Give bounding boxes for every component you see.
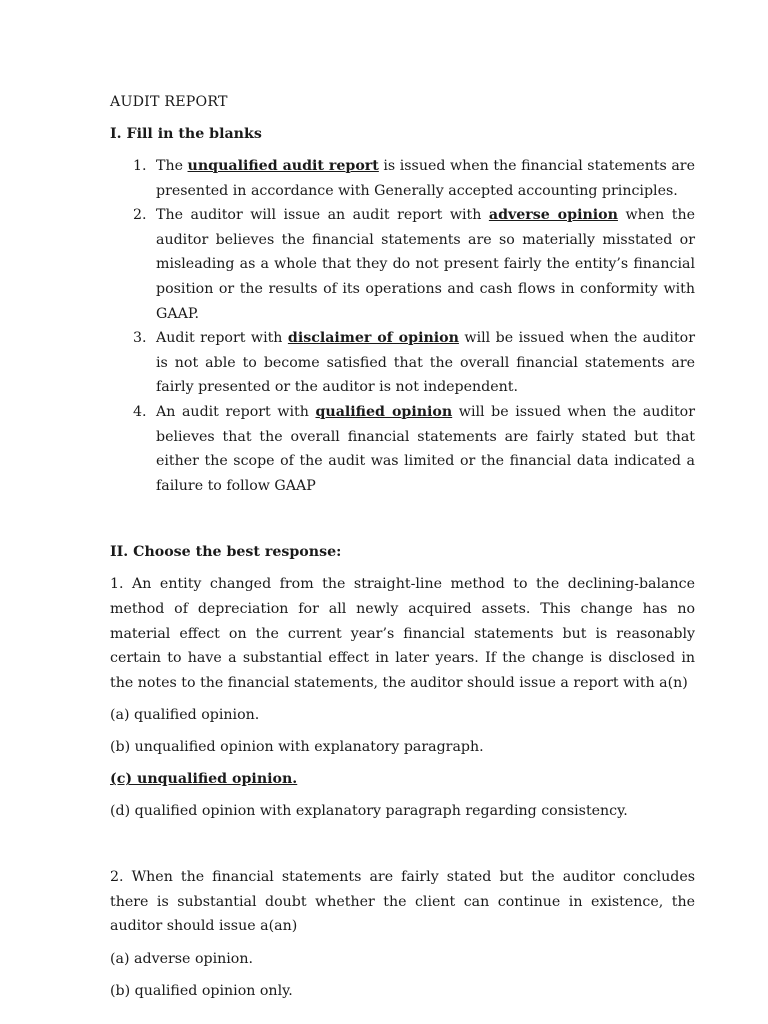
question-1-option-a: (a) qualified opinion.	[110, 707, 260, 724]
list-item	[133, 154, 695, 203]
item-text: is issued when the financial statements are presented in accordance with Generally accepted accounting principles.	[156, 158, 695, 199]
item-number: 2.	[133, 207, 147, 224]
item-number: 3.	[133, 330, 147, 347]
question-2-option-b: (b) qualified opinion only.	[110, 983, 293, 1000]
question-2-text: 2. When the financial statements are fairly stated but the auditor concludes there is substantial doubt whether the client can continue in existence, the auditor should issue a(an)	[110, 869, 695, 935]
answer-text: qualified opinion	[315, 403, 453, 420]
item-number: 4.	[133, 403, 147, 420]
item-text: The auditor will issue an audit report with	[156, 207, 489, 224]
question-1-option-d: (d) qualified opinion with explanatory paragraph regarding consistency.	[110, 803, 628, 820]
fill-in-blanks-list	[110, 154, 695, 498]
answer-text: adverse opinion	[488, 207, 618, 224]
item-text: when the auditor believes the financial statements are so materially misstated or misleading as a whole that they do not present fairly the entity’s financial position or the results of its operations and cash flows in conformity with GAAP.	[156, 207, 695, 322]
answer-text: unqualified audit report	[187, 158, 379, 174]
item-text: An audit report with	[156, 403, 316, 420]
item-text: The	[156, 158, 188, 174]
section-1-heading: I. Fill in the blanks	[110, 126, 262, 142]
item-text: will be issued when the auditor is not able to become satisfied that the overall financial statements are fairly presented or the auditor is not independent.	[156, 330, 695, 396]
question-1-text: 1. An entity changed from the straight-line method to the declining-balance method of depreciation for all newly acquired assets. This change has no material effect on the current year’s financial statements but is reasonably certain to have a substantial effect in later years. If the change is disclosed in the notes to the financial statements, the auditor should issue a report with a(n)	[110, 576, 695, 691]
list-item	[133, 203, 695, 326]
answer-text: disclaimer of opinion	[287, 330, 459, 347]
question-2-option-a: (a) adverse opinion.	[110, 951, 253, 968]
item-text: will be issued when the auditor believes that the overall financial statements are fairly stated but that either the scope of the audit was limited or the financial data indicated a failure to follow GAAP	[156, 403, 695, 494]
item-number: 1.	[133, 158, 147, 174]
item-text: Audit report with	[156, 330, 288, 347]
question-1-option-c-correct: (c) unqualified opinion.	[110, 771, 298, 788]
question-1-option-b: (b) unqualified opinion with explanatory paragraph.	[110, 739, 484, 756]
document-title: AUDIT REPORT	[110, 94, 228, 110]
list-item	[133, 400, 695, 498]
section-2-heading: II. Choose the best response:	[110, 544, 342, 561]
document-page	[110, 92, 695, 1001]
list-item	[133, 326, 695, 400]
